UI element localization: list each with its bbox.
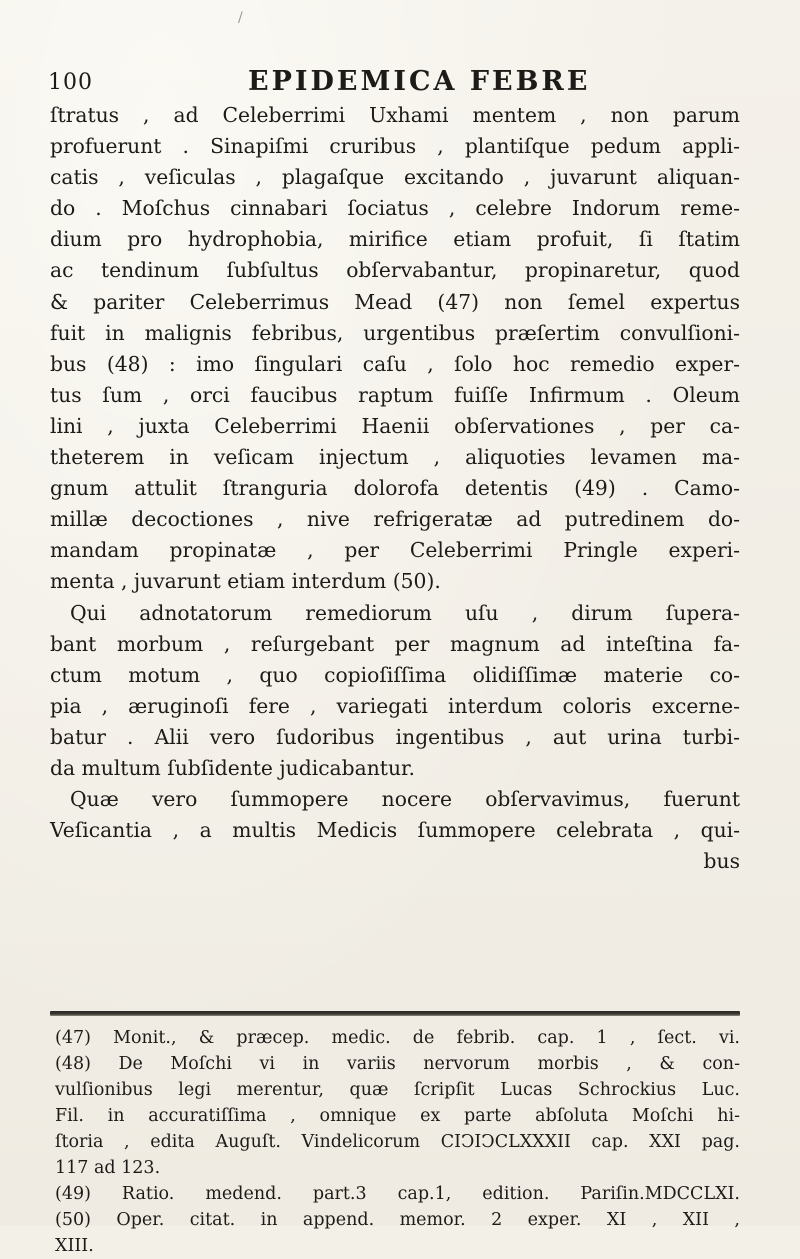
text-line: do . Moſchus cinnabari ſociatus , celebre Indorum reme- (50, 196, 740, 221)
text-line: bant morbum , reſurgebant per magnum ad inteſtina fa- (50, 631, 740, 656)
text-line: profuerunt . Sinapiſmi cruribus , plantiſque pedum appli- (50, 134, 740, 159)
text-line: & pariter Celeberrimus Mead (47) non ſemel expertus (50, 289, 740, 314)
footnote-line: vulſionibus legi merentur, quæ ſcripſit Lucas Schrockius Luc. (55, 1080, 740, 1100)
footnote-line: 117 ad 123. (55, 1158, 161, 1178)
running-title: EPIDEMICA FEBRE (248, 66, 591, 97)
text-line: Quæ vero ſummopere nocere obſervavimus, fuerunt (70, 787, 740, 812)
text-line: fuit in malignis febribus, urgentibus præſertim convulſioni- (50, 320, 740, 345)
text-line: menta , juvarunt etiam interdum (50). (50, 569, 441, 594)
text-line: bus (48) : imo ſingulari caſu , ſolo hoc remedio exper- (50, 351, 740, 376)
text-line: tus ſum , orci faucibus raptum fuiſſe Infirmum . Oleum (50, 382, 740, 407)
footnote-line: XIII. (55, 1236, 94, 1256)
text-line: millæ decoctiones , nive refrigeratæ ad putredinem do- (50, 507, 740, 532)
text-line: Veſicantia , a multis Medicis ſummopere celebrata , qui- (50, 818, 740, 843)
page-header (48, 66, 748, 100)
footnote-line: Fil. in accuratiſſima , omnique ex parte abſoluta Moſchi hi- (55, 1106, 740, 1126)
text-line: mandam propinatæ , per Celeberrimi Pringle experi- (50, 538, 740, 563)
footnotes (55, 1025, 740, 1259)
text-line: lini , juxta Celeberrimi Haenii obſervationes , per ca- (50, 413, 740, 438)
text-line: ſtratus , ad Celeberrimi Uxhami mentem , non parum (50, 103, 740, 127)
footnote-line: (49) Ratio. medend. part.3 cap.1, edition. Pariſin.MDCCLXI. (55, 1184, 740, 1204)
catchword: bus (703, 849, 740, 874)
text-line: catis , veſiculas , plagaſque excitando , juvarunt aliquan- (50, 165, 740, 190)
page-number: 100 (48, 70, 93, 95)
text-line: gnum attulit ſtranguria dolorofa detentis (49) . Camo- (50, 476, 740, 501)
text-line: batur . Alii vero ſudoribus ingentibus , aut urina turbi- (50, 724, 740, 749)
text-line: ctum motum , quo copioſiſſima olidiſſimæ materie co- (50, 662, 740, 687)
footnote-line: (48) De Moſchi vi in variis nervorum morbis , & con- (55, 1054, 740, 1074)
text-line: ac tendinum ſubſultus obſervabantur, propinaretur, quod (50, 258, 740, 283)
text-line: dium pro hydrophobia, mirifice etiam profuit, ſi ſtatim (50, 227, 740, 252)
text-line: Qui adnotatorum remediorum uſu , dirum ſupera- (70, 600, 740, 625)
footnote-line: (50) Oper. citat. in append. memor. 2 exper. XI , XII , (55, 1210, 740, 1230)
main-text (50, 100, 740, 877)
text-line: theterem in veſicam injectum , aliquoties levamen ma- (50, 445, 740, 470)
footnote-line: (47) Monit., & præcep. medic. de febrib. cap. 1 , ſect. vi. (55, 1028, 740, 1048)
text-line: da multum ſubſidente judicabantur. (50, 755, 415, 780)
margin-mark: / (238, 10, 243, 26)
footnote-line: ſtoria , edita Auguſt. Vindelicorum CIↃIↃCLXXXII cap. XXI pag. (55, 1132, 740, 1152)
text-line: pia , æruginoſi fere , variegati interdum coloris excerne- (50, 693, 740, 718)
footnote-rule (50, 1011, 740, 1016)
